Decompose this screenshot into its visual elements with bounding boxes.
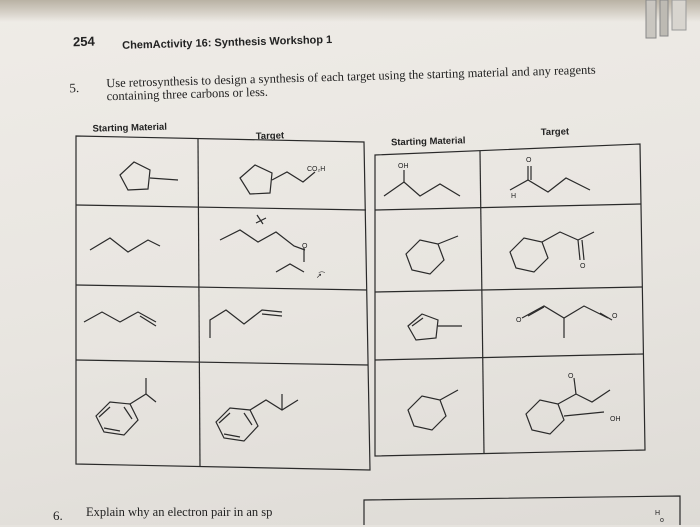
o-label-6: O	[568, 373, 574, 380]
cyclopentyl-acid-structure	[240, 165, 325, 194]
question-6-text: Explain why an electron pair in an sp	[86, 505, 273, 519]
sec-butylbenzene-structure	[216, 394, 298, 441]
diene-chain-structure	[210, 310, 282, 338]
dialdehyde-structure	[516, 306, 618, 338]
corner-h-label: H	[655, 510, 661, 517]
handwritten-annotation: ↗͡	[316, 273, 322, 280]
keto-chain-structure	[220, 215, 326, 280]
methylcyclohexane-2-structure	[408, 390, 458, 430]
question-5-number: 5.	[69, 80, 80, 96]
right-target-header: Target	[540, 126, 570, 139]
methylcyclopentene-structure	[408, 314, 462, 340]
secondary-alcohol-structure	[384, 163, 460, 196]
cyclopentylmethane-structure	[120, 162, 178, 190]
left-target-header: Target	[255, 130, 285, 143]
oh-label-1: OH	[398, 163, 409, 170]
o-label-5: O	[612, 313, 618, 320]
isopropylbenzene-structure	[96, 378, 156, 435]
right-table-grid	[375, 144, 645, 456]
chapter-title: ChemActivity 16: Synthesis Workshop 1	[122, 33, 333, 52]
o-label-2: O	[526, 157, 532, 164]
hydroxy-ketone-structure	[526, 373, 621, 434]
alkene-chain-structure	[84, 312, 156, 326]
co2h-label: CO₂H	[307, 166, 326, 173]
question-6-number: 6.	[53, 508, 63, 523]
ketone-target-structure	[510, 157, 590, 200]
answer-box	[364, 496, 680, 525]
o-label-4: O	[516, 317, 522, 324]
oh-label-2: OH	[610, 416, 621, 423]
page-number: 254	[72, 33, 95, 50]
methylcyclohexane-structure	[406, 236, 458, 274]
alkane-chain-structure	[90, 238, 160, 252]
cyclohexyl-ketone-structure	[510, 232, 594, 272]
o-label-1: O	[302, 243, 308, 250]
question-5-text: Use retrosynthesis to design a synthesis of each target using the starting material and any reagents containing three carbons or less.	[106, 62, 596, 104]
o-label-3: O	[580, 263, 586, 270]
corner-sub-label: o	[660, 517, 664, 524]
right-starting-material-header: Starting Material	[390, 135, 466, 149]
left-starting-material-header: Starting Material	[92, 121, 168, 135]
h-label: H	[511, 193, 517, 200]
